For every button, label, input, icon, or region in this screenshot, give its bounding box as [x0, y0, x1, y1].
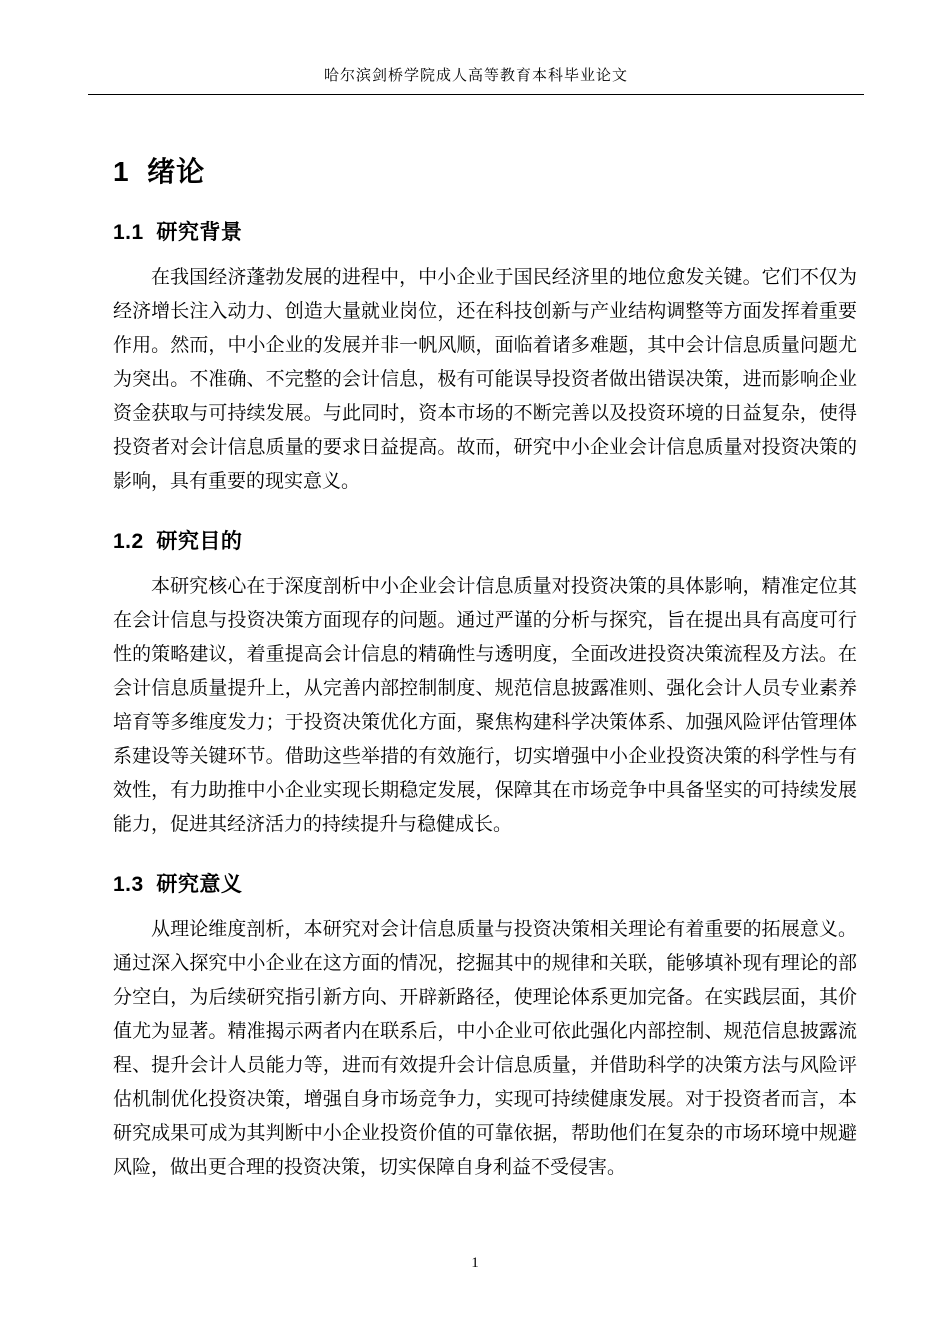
section-heading-research-background: 1.1 研究背景	[113, 221, 243, 244]
paragraph-research-background: 在我国经济蓬勃发展的进程中，中小企业于国民经济里的地位愈发关键。它们不仅为经济增长注入动力、创造大量就业岗位，还在科技创新与产业结构调整等方面发挥着重要作用。然而，中小企业的发展并非一帆风顺，面临着诸多难题，其中会计信息质量问题尤为突出。不准确、不完整的会计信息，极有可能误导投资者做出错误决策，进而影响企业资金获取与可持续发展。与此同时，资本市场的不断完善以及投资环境的日益复杂，使得投资者对会计信息质量的要求日益提高。故而，研究中小企业会计信息质量对投资决策的影响，具有重要的现实意义。	[113, 267, 857, 492]
header-title: 哈尔滨剑桥学院成人高等教育本科毕业论文	[88, 64, 864, 95]
page-footer	[0, 1255, 950, 1272]
page-number: 1	[471, 1255, 479, 1271]
chapter-title: 1 绪论	[113, 156, 206, 187]
section-heading-research-purpose: 1.2 研究目的	[113, 530, 243, 553]
paragraph-research-significance: 从理论维度剖析，本研究对会计信息质量与投资决策相关理论有着重要的拓展意义。通过深入探究中小企业在这方面的情况，挖掘其中的规律和关联，能够填补现有理论的部分空白，为后续研究指引新方向、开辟新路径，使理论体系更加完备。在实践层面，其价值尤为显著。精准揭示两者内在联系后，中小企业可依此强化内部控制、规范信息披露流程、提升会计人员能力等，进而有效提升会计信息质量，并借助科学的决策方法与风险评估机制优化投资决策，增强自身市场竞争力，实现可持续健康发展。对于投资者而言，本研究成果可成为其判断中小企业投资价值的可靠依据，帮助他们在复杂的市场环境中规避风险，做出更合理的投资决策，切实保障自身利益不受侵害。	[113, 919, 857, 1178]
page-header	[88, 64, 864, 95]
section-heading-research-significance: 1.3 研究意义	[113, 873, 243, 896]
document-body	[113, 150, 857, 1191]
paragraph-research-purpose: 本研究核心在于深度剖析中小企业会计信息质量对投资决策的具体影响，精准定位其在会计信息与投资决策方面现存的问题。通过严谨的分析与探究，旨在提出具有高度可行性的策略建议，着重提高会计信息的精确性与透明度，全面改进投资决策流程及方法。在会计信息质量提升上，从完善内部控制制度、规范信息披露准则、强化会计人员专业素养培育等多维度发力；于投资决策优化方面，聚焦构建科学决策体系、加强风险评估管理体系建设等关键环节。借助这些举措的有效施行，切实增强中小企业投资决策的科学性与有效性，有力助推中小企业实现长期稳定发展，保障其在市场竞争中具备坚实的可持续发展能力，促进其经济活力的持续提升与稳健成长。	[113, 576, 857, 835]
